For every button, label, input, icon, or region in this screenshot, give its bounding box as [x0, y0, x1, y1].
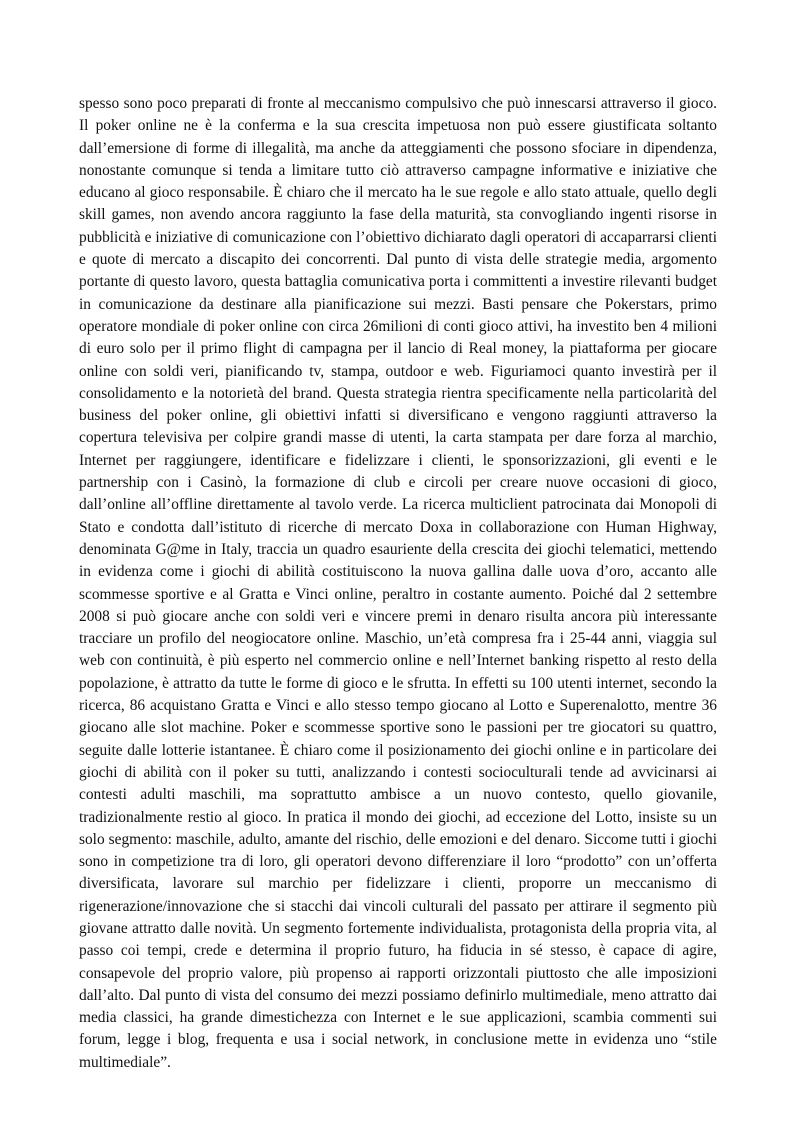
body-paragraph: spesso sono poco preparati di fronte al meccanismo compulsivo che può innescarsi attraverso il gioco. Il poker online ne è la conferma e la sua crescita impetuosa non può essere giustificata soltanto dall’emersione di forme di illegalità, ma anche da atteggiamenti che possono sfociare in dipendenza, nonostante comunque si tenda a limitare tutto ciò attraverso campagne informative e iniziative che educano al gioco responsabile. È chiaro che il mercato ha le sue regole e allo stato attuale, quello degli skill games, non avendo ancora raggiunto la fase della maturità, sta convogliando ingenti risorse in pubblicità e iniziative di comunicazione con l’obiettivo dichiarato dagli operatori di accaparrarsi clienti e quote di mercato a discapito dei concorrenti. Dal punto di vista delle strategie media, argomento portante di questo lavoro, questa battaglia comunicativa porta i committenti a investire rilevanti budget in comunicazione da destinare alla pianificazione sui mezzi. Basti pensare che Pokerstars, primo operatore mondiale di poker online con circa 26milioni di conti gioco attivi, ha investito ben 4 milioni di euro solo per il primo flight di campagna per il lancio di Real money, la piattaforma per giocare online con soldi veri, pianificando tv, stampa, outdoor e web. Figuriamoci quanto investirà per il consolidamento e la notorietà del brand. Questa strategia rientra specificamente nella particolarità del business del poker online, gli obiettivi infatti si diversificano e vengono raggiunti attraverso la copertura televisiva per colpire grandi masse di utenti, la carta stampata per dare forza al marchio, Internet per raggiungere, identificare e fidelizzare i clienti, le sponsorizzazioni, gli eventi e le partnership con i Casinò, la formazione di club e circoli per creare nuove occasioni di gioco, dall’online all’offline direttamente al tavolo verde. La ricerca multiclient patrocinata dai Monopoli di Stato e condotta dall’istituto di ricerche di mercato Doxa in collaborazione con Human Highway, denominata G@me in Italy, traccia un quadro esauriente della crescita dei giochi telematici, mettendo in evidenza come i giochi di abilità costituiscono la nuova gallina dalle uova d’oro, accanto alle scommesse sportive e al Gratta e Vinci online, peraltro in costante aumento. Poiché dal 2 settembre 2008 si può giocare anche con soldi veri e vincere premi in denaro risulta ancora più interessante tracciare un profilo del neogiocatore online. Maschio, un’età compresa fra i 25-44 anni, viaggia sul web con continuità, è più esperto nel commercio online e nell’Internet banking rispetto al resto della popolazione, è attratto da tutte le forme di gioco e le sfrutta. In effetti su 100 utenti internet, secondo la ricerca, 86 acquistano Gratta e Vinci e allo stesso tempo giocano al Lotto e Superenalotto, mentre 36 giocano alle slot machine. Poker e scommesse sportive sono le passioni per tre giocatori su quattro, seguite dalle lotterie istantanee. È chiaro come il posizionamento dei giochi online e in particolare dei giochi di abilità con il poker su tutti, analizzando i contesti socioculturali tende ad avvicinarsi ai contesti adulti maschili, ma soprattutto ambisce a un nuovo contesto, quello giovanile, tradizionalmente restio al gioco. In pratica il mondo dei giochi, ad eccezione del Lotto, insiste su un solo segmento: maschile, adulto, amante del rischio, delle emozioni e del denaro. Siccome tutti i giochi sono in competizione tra di loro, gli operatori devono differenziare il loro “prodotto” con un’offerta diversificata, lavorare sul marchio per fidelizzare i clienti, proporre un meccanismo di rigenerazione/innovazione che si stacchi dai vincoli culturali del passato per attirare il segmento più giovane attratto dalle novità. Un segmento fortemente individualista, protagonista della propria vita, al passo coi tempi, crede e determina il proprio futuro, ha fiducia in sé stesso, è capace di agire, consapevole del proprio valore, più propenso ai rapporti orizzontali piuttosto che alle imposizioni dall’alto. Dal punto di vista del consumo dei mezzi possiamo definirlo multimediale, meno attratto dai media classici, ha grande dimestichezza con Internet e le sue applicazioni, scambia commenti sui forum, legge i blog, frequenta e usa i social network, in conclusione mette in evidenza uno “stile multimediale”. [79, 95, 717, 1071]
document-page [79, 93, 717, 1074]
